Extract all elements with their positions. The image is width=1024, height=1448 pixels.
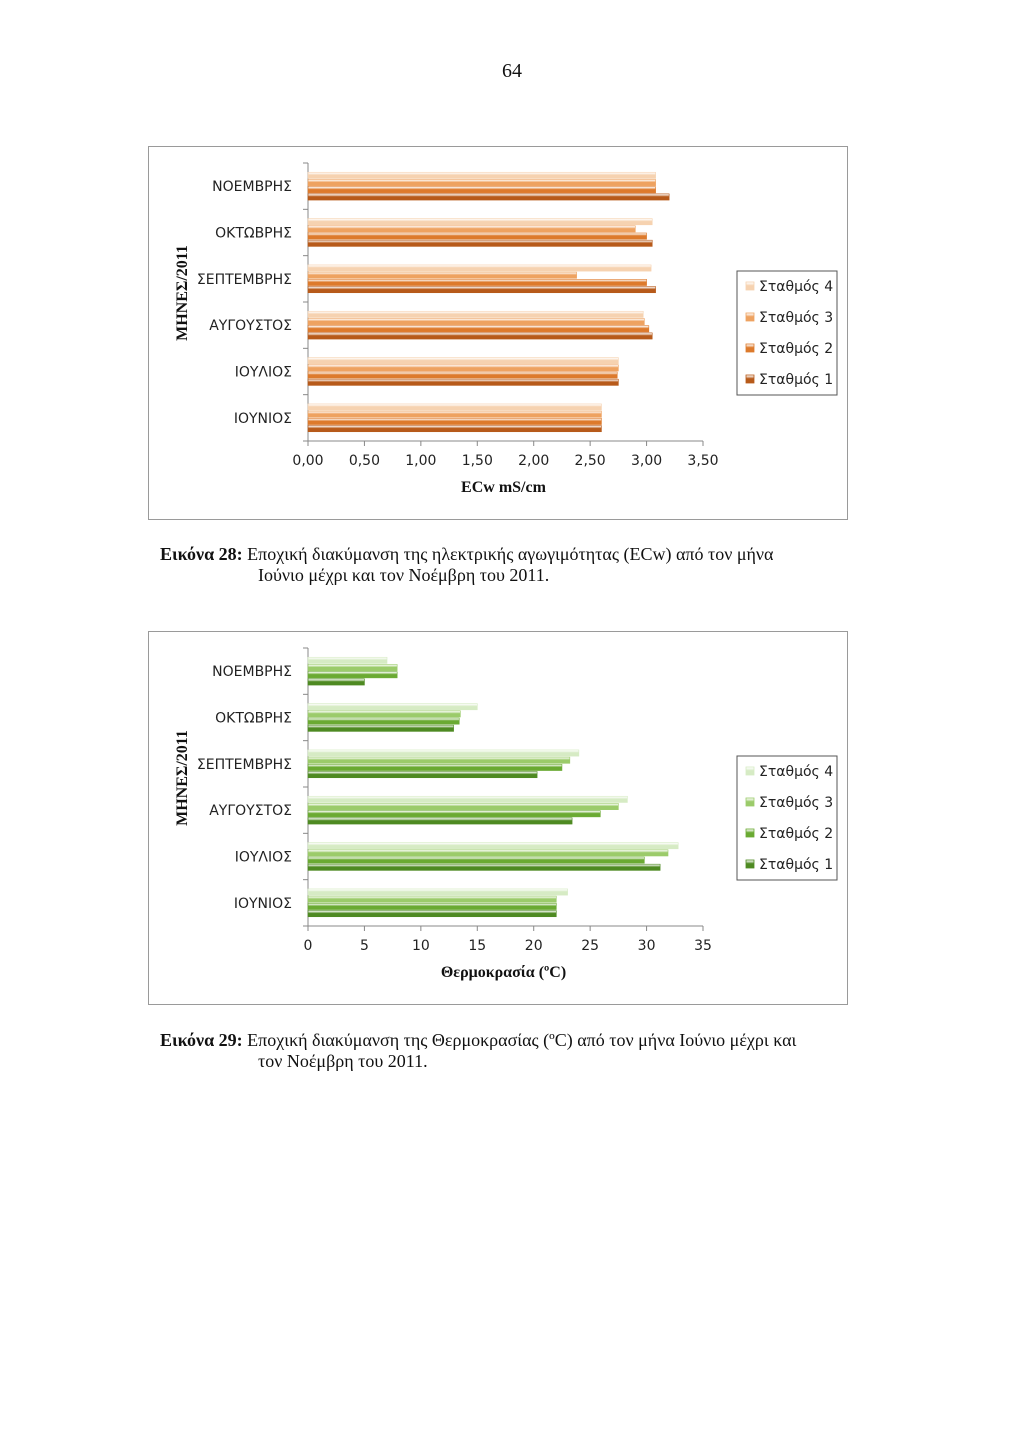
temperature-chart-svg — [149, 632, 849, 1006]
x-tick-label: 30 — [637, 938, 656, 954]
temperature-chart — [148, 631, 848, 1005]
figure-28-text: Εποχική διακύμανση της ηλεκτρικής αγωγιμότητας (ECw) από τον μήνα — [247, 544, 774, 564]
figure-28-label: Εικόνα 28: — [160, 544, 243, 564]
legend-entry: Σταθμός 1 — [759, 372, 834, 388]
category-label: ΟΚΤΩΒΡΗΣ — [215, 225, 292, 242]
x-tick-label: 0,50 — [348, 453, 381, 469]
bar — [308, 287, 656, 293]
bar — [308, 240, 652, 246]
x-axis-title: Θερμοκρασία (ºC) — [440, 964, 567, 981]
bar — [308, 226, 635, 232]
figure-29-text: Εποχική διακύμανση της Θερμοκρασίας (ºC) από τον μήνα Ιούνιο μέχρι και — [247, 1030, 797, 1050]
y-axis-title: ΜΗΝΕΣ/2011 — [174, 245, 191, 341]
category-label: ΟΚΤΩΒΡΗΣ — [215, 710, 292, 727]
bar — [308, 704, 477, 710]
bar — [308, 889, 568, 895]
legend-swatch — [746, 313, 754, 321]
figure-28-text-line2: Ιούνιο μέχρι και τον Νοέμβρη του 2011. — [258, 565, 550, 585]
x-tick-label: 2,00 — [518, 453, 550, 469]
bar — [308, 219, 652, 225]
figure-29-caption — [160, 1030, 854, 1072]
bar — [308, 187, 656, 193]
category-label: ΙΟΥΛΙΟΣ — [234, 849, 292, 866]
bar — [308, 911, 556, 917]
bar — [308, 426, 601, 432]
legend-entry: Σταθμός 3 — [759, 310, 834, 326]
bar — [308, 896, 556, 902]
category-label: ΣΕΠΤΕΜΒΡΗΣ — [196, 756, 292, 773]
bar — [308, 850, 668, 856]
x-tick-label: 5 — [359, 938, 369, 954]
bar — [308, 711, 460, 717]
x-tick-label: 1,50 — [461, 453, 493, 469]
x-tick-label: 15 — [468, 938, 487, 954]
legend-swatch — [746, 375, 754, 383]
bar — [308, 365, 618, 371]
legend-entry: Σταθμός 4 — [759, 764, 834, 780]
bar — [308, 326, 649, 332]
bar — [308, 179, 656, 185]
bar — [308, 311, 643, 317]
bar — [308, 404, 601, 410]
x-tick-label: 2,50 — [574, 453, 606, 469]
legend-swatch — [746, 860, 754, 868]
x-tick-label: 3,50 — [687, 453, 719, 469]
bar — [308, 333, 652, 339]
bar — [308, 718, 459, 724]
x-axis-title: ECw mS/cm — [461, 479, 546, 496]
x-tick-label: 1,00 — [405, 453, 437, 469]
category-label: ΝΟΕΜΒΡΗΣ — [212, 664, 292, 681]
bar — [308, 172, 656, 178]
bar — [308, 379, 618, 385]
bar — [308, 772, 537, 778]
category-label: ΑΥΓΟΥΣΤΟΣ — [209, 318, 292, 335]
legend-swatch — [746, 767, 754, 775]
bar — [308, 194, 669, 200]
legend-swatch — [746, 282, 754, 290]
category-label: ΙΟΥΝΙΟΣ — [233, 895, 292, 912]
category-label: ΙΟΥΝΙΟΣ — [233, 410, 292, 427]
legend-swatch — [746, 829, 754, 837]
bar — [308, 664, 397, 670]
x-tick-label: 10 — [411, 938, 430, 954]
legend-swatch — [746, 344, 754, 352]
x-tick-label: 3,00 — [630, 453, 663, 469]
bar — [308, 725, 454, 731]
legend-swatch — [746, 798, 754, 806]
y-axis-title: ΜΗΝΕΣ/2011 — [174, 730, 191, 826]
bar — [308, 803, 618, 809]
category-label: ΣΕΠΤΕΜΒΡΗΣ — [196, 271, 292, 288]
bar — [308, 272, 577, 278]
bar — [308, 418, 601, 424]
bar — [308, 843, 678, 849]
bar — [308, 764, 562, 770]
figure-29-label: Εικόνα 29: — [160, 1030, 243, 1050]
x-tick-label: 20 — [524, 938, 543, 954]
bar — [308, 757, 570, 763]
legend-entry: Σταθμός 2 — [759, 826, 834, 842]
bar — [308, 657, 387, 663]
bar — [308, 903, 556, 909]
legend-entry: Σταθμός 4 — [759, 279, 834, 295]
bar — [308, 796, 627, 802]
bar — [308, 372, 617, 378]
bar — [308, 318, 644, 324]
x-tick-label: 0,00 — [292, 453, 324, 469]
bar — [308, 672, 397, 678]
bar — [308, 864, 660, 870]
x-tick-label: 0 — [303, 938, 313, 954]
ecw-chart — [148, 146, 848, 520]
legend-entry: Σταθμός 1 — [759, 857, 834, 873]
legend-entry: Σταθμός 2 — [759, 341, 834, 357]
bar — [308, 233, 647, 239]
bar — [308, 857, 644, 863]
category-label: ΙΟΥΛΙΟΣ — [234, 364, 292, 381]
bar — [308, 679, 364, 685]
x-tick-label: 25 — [581, 938, 600, 954]
bar — [308, 811, 600, 817]
bar — [308, 411, 601, 417]
legend-entry: Σταθμός 3 — [759, 795, 834, 811]
figure-28-caption — [160, 544, 854, 586]
bar — [308, 358, 618, 364]
bar — [308, 265, 651, 271]
x-tick-label: 35 — [694, 938, 712, 954]
page-number: 64 — [502, 60, 522, 82]
ecw-chart-svg — [149, 147, 849, 521]
category-label: ΑΥΓΟΥΣΤΟΣ — [209, 803, 292, 820]
category-label: ΝΟΕΜΒΡΗΣ — [212, 179, 292, 196]
bar — [308, 279, 647, 285]
figure-29-text-line2: τον Νοέμβρη του 2011. — [258, 1051, 428, 1071]
bar — [308, 750, 579, 756]
bar — [308, 818, 572, 824]
